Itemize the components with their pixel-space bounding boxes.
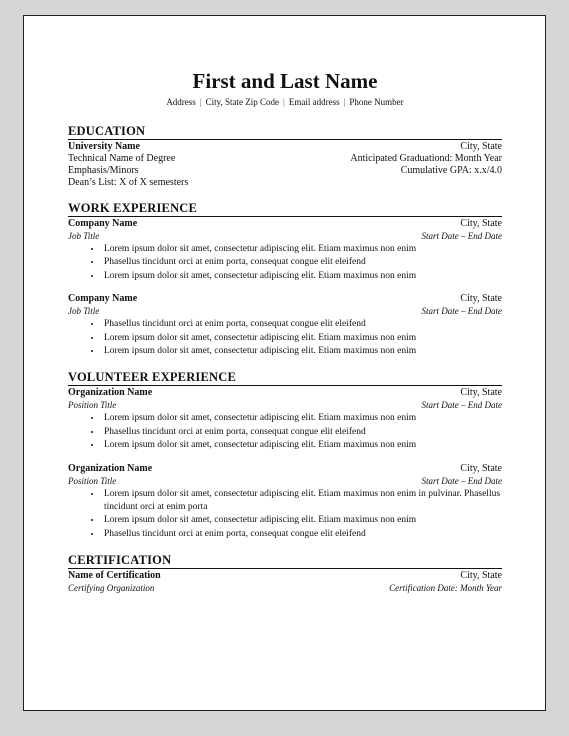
contact-address: Address	[166, 97, 196, 107]
certification-date: Certification Date: Month Year	[389, 583, 502, 594]
volunteer-heading: VOLUNTEER EXPERIENCE	[68, 370, 502, 386]
list-item: • Lorem ipsum dolor sit amet, consectetur adipiscing elit. Etiam maximus non enim	[102, 332, 502, 345]
certification-heading: CERTIFICATION	[68, 553, 502, 569]
list-item: • Lorem ipsum dolor sit amet, consectetur adipiscing elit. Etiam maximus non enim	[102, 270, 502, 283]
volunteer-section	[68, 370, 502, 541]
list-item: • Lorem ipsum dolor sit amet, consectetur adipiscing elit. Etiam maximus non enim	[102, 345, 502, 358]
document-page	[23, 15, 546, 711]
entry-subheader	[68, 399, 502, 411]
contact-phone: Phone Number	[349, 97, 404, 107]
contact-email: Email address	[288, 97, 340, 107]
volunteer-entry	[68, 387, 502, 452]
organization-name: Organization Name	[68, 462, 153, 474]
page-title: First and Last Name	[192, 69, 378, 93]
entry-header	[68, 463, 502, 475]
organization-location: City, State	[460, 462, 502, 474]
company-name: Company Name	[68, 293, 138, 305]
education-row	[68, 141, 502, 153]
education-heading: EDUCATION	[68, 124, 502, 140]
bullet-list	[68, 243, 502, 283]
list-item: • Lorem ipsum dolor sit amet, consectetur adipiscing elit. Etiam maximus non enim in pulvinar. Phasellus tincidunt orci at enim porta	[102, 488, 502, 515]
list-item: • Lorem ipsum dolor sit amet, consectetur adipiscing elit. Etiam maximus non enim	[102, 514, 502, 527]
certification-section	[68, 553, 502, 594]
entry-header	[68, 218, 502, 230]
list-item: • Lorem ipsum dolor sit amet, consectetur adipiscing elit. Etiam maximus non enim	[102, 412, 502, 425]
position-dates: Start Date – End Date	[421, 475, 502, 486]
resume-content	[68, 69, 502, 594]
job-dates: Start Date – End Date	[421, 306, 502, 317]
work-entry	[68, 218, 502, 283]
education-row	[68, 153, 502, 165]
company-location: City, State	[460, 293, 502, 305]
bullet-list	[68, 488, 502, 542]
list-item: • Phasellus tincidunt orci at enim porta, consequat congue elit eleifend	[102, 426, 502, 439]
education-row	[68, 165, 502, 177]
work-entry	[68, 293, 502, 358]
gpa: Cumulative GPA: x.x/4.0	[400, 165, 502, 176]
work-heading: WORK EXPERIENCE	[68, 201, 502, 217]
entry-header	[68, 570, 502, 582]
list-item: • Phasellus tincidunt orci at enim porta, consequat congue elit eleifend	[102, 318, 502, 331]
company-name: Company Name	[68, 218, 138, 229]
job-title: Job Title	[68, 231, 100, 241]
list-item: • Phasellus tincidunt orci at enim porta, consequat congue elit eleifend	[102, 528, 502, 541]
job-dates: Start Date – End Date	[421, 231, 502, 241]
contact-separator: |	[343, 97, 346, 107]
position-dates: Start Date – End Date	[421, 400, 502, 411]
position-title: Position Title	[68, 475, 117, 486]
entry-subheader	[68, 475, 502, 487]
entry-subheader	[68, 305, 502, 317]
bullet-list	[68, 412, 502, 452]
company-location: City, State	[460, 218, 502, 229]
volunteer-entry	[68, 463, 502, 542]
entry-subheader	[68, 230, 502, 242]
work-section	[68, 201, 502, 358]
entry-subheader	[68, 582, 502, 594]
organization-name: Organization Name	[68, 387, 153, 399]
certifying-organization: Certifying Organization	[68, 583, 155, 594]
contact-separator: |	[199, 97, 202, 107]
entry-header	[68, 293, 502, 305]
deans-list: Dean’s List: X of X semesters	[68, 177, 189, 188]
position-title: Position Title	[68, 400, 117, 411]
contact-city-state-zip: City, State Zip Code	[205, 97, 280, 107]
degree-name: Technical Name of Degree	[68, 153, 176, 164]
bullet-list	[68, 318, 502, 358]
education-row	[68, 177, 502, 189]
education-section	[68, 124, 502, 189]
list-item: • Lorem ipsum dolor sit amet, consectetur adipiscing elit. Etiam maximus non enim	[102, 439, 502, 452]
list-item: • Phasellus tincidunt orci at enim porta, consequat congue elit eleifend	[102, 256, 502, 269]
university-name: University Name	[68, 141, 140, 152]
certification-name: Name of Certification	[68, 570, 161, 582]
entry-header	[68, 387, 502, 399]
certification-location: City, State	[460, 570, 502, 582]
job-title: Job Title	[68, 306, 100, 317]
organization-location: City, State	[460, 387, 502, 399]
graduation-date: Anticipated Graduationd: Month Year	[350, 153, 502, 164]
list-item: • Lorem ipsum dolor sit amet, consectetur adipiscing elit. Etiam maximus non enim	[102, 243, 502, 256]
university-location: City, State	[460, 141, 502, 152]
emphasis-minors: Emphasis/Minors	[68, 165, 139, 176]
contact-separator: |	[283, 97, 285, 107]
contact-line	[68, 97, 502, 108]
